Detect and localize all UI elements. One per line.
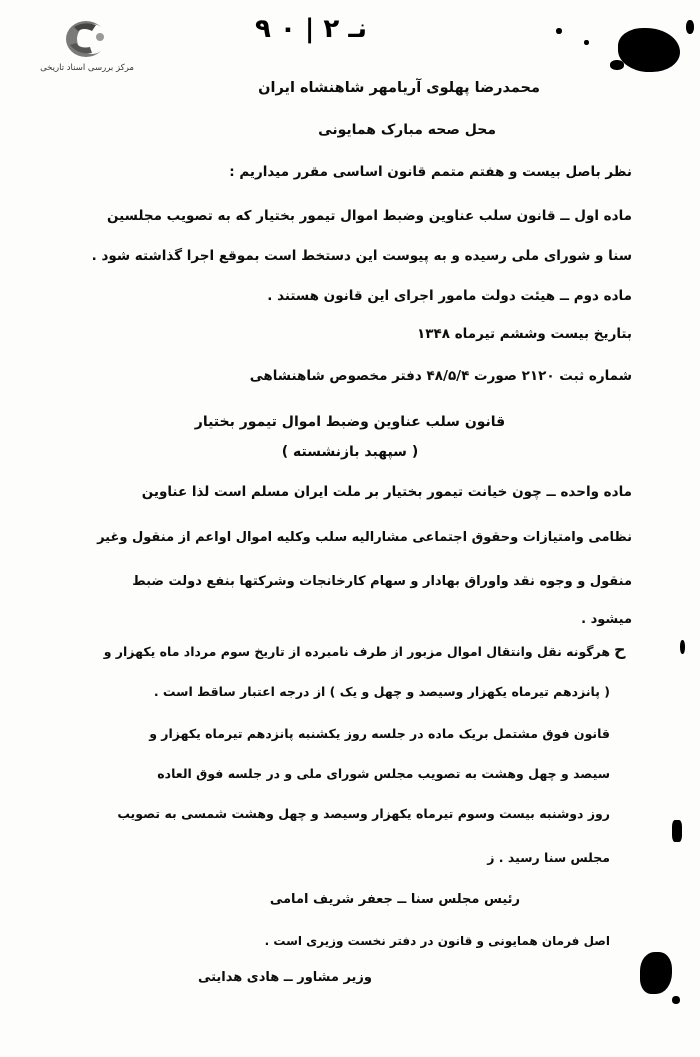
decree-date: بتاریخ بیست وششم تیرماه ۱۳۴۸ — [417, 326, 632, 342]
ink-stain — [640, 952, 672, 994]
minister-signature: وزیر مشاور ــ هادی هدایتی — [197, 970, 372, 985]
ink-speck — [680, 640, 685, 654]
ink-speck — [672, 996, 680, 1004]
archive-logo-icon — [56, 19, 112, 59]
decree-article-1-line-2: سنا و شورای ملی رسیده و به پیوست این دستخط است بموقع اجرا گذاشته شود . — [91, 248, 632, 264]
law-transfer-clause-line-2: ( پانزدهم تیرماه یکهزار وسیصد و چهل و یک ) از درجه اعتبار ساقط است . — [153, 684, 610, 699]
archive-logo-caption: مرکز بررسی اسناد تاریخی — [40, 63, 134, 73]
law-body-line-4: میشود . — [581, 612, 632, 627]
royal-signature-place: محل صحه مبارک همایونی — [318, 122, 496, 138]
law-body-line-2: نظامی وامتیازات وحقوق اجتماعی مشارالیه سلب وکلیه اموال اواعم از منقول وغیر — [97, 530, 632, 545]
registration-number: شماره ثبت ۲۱۲۰ صورت ۴۸/۵/۴ دفتر مخصوص شاهنشاهی — [249, 368, 632, 384]
original-location-note: اصل فرمان همایونی و قانون در دفتر نخست وزیری است . — [264, 934, 610, 948]
archive-logo — [22, 15, 152, 75]
law-approval-line-3: روز دوشنبه بیست وسوم تیرماه یکهزار وسیصد و چهل وهشت شمسی به تصویب — [117, 806, 610, 821]
ink-speck — [584, 40, 589, 45]
ink-stain — [618, 28, 680, 72]
senate-president-signature: رئیس مجلس سنا ــ جعفر شریف امامی — [269, 892, 520, 907]
decree-article-2: ماده دوم ــ هیئت دولت مامور اجرای این قانون هستند . — [267, 288, 632, 304]
law-approval-line-2: سیصد و چهل وهشت به تصویب مجلس شورای ملی و در جلسه فوق العاده — [157, 766, 610, 781]
law-transfer-clause-line-1: هرگونه نقل وانتقال اموال مزبور از طرف نامبرده از تاریخ سوم مرداد ماه یکهزار و — [103, 644, 610, 659]
decree-preamble: نظر باصل بیست و هفتم متمم قانون اساسی مقرر میداریم : — [229, 164, 632, 180]
ink-speck — [686, 20, 694, 34]
law-body-line-3: منقول و وجوه نقد واوراق بهادار و سهام کارخانجات وشرکتها بنفع دولت ضبط — [132, 574, 632, 589]
law-body-line-1: ماده واحده ــ چون خیانت تیمور بختیار بر ملت ایران مسلم است لذا عناوین — [141, 484, 632, 500]
ink-speck — [610, 60, 624, 70]
margin-mark: ح — [614, 640, 626, 659]
law-subtitle: ( سپهبد بازنشسته ) — [281, 444, 419, 460]
ink-speck — [556, 28, 562, 34]
ink-speck — [672, 820, 682, 842]
law-title: قانون سلب عناوین وضبط اموال تیمور بختیار — [194, 414, 506, 430]
decree-article-1-line-1: ماده اول ــ قانون سلب عناوین وضبط اموال تیمور بختیار که به تصویب مجلسین — [106, 208, 632, 224]
document-number-scrawl: نـ ۲ | ۰ ۹ — [255, 14, 367, 44]
law-approval-line-1: قانون فوق مشتمل بریک ماده در جلسه روز یکشنبه پانزدهم تیرماه یکهزار و — [149, 726, 610, 741]
law-approval-line-4: مجلس سنا رسید . ز — [487, 850, 610, 865]
decree-title: محمدرضا پهلوی آریامهر شاهنشاه ایران — [258, 80, 540, 96]
